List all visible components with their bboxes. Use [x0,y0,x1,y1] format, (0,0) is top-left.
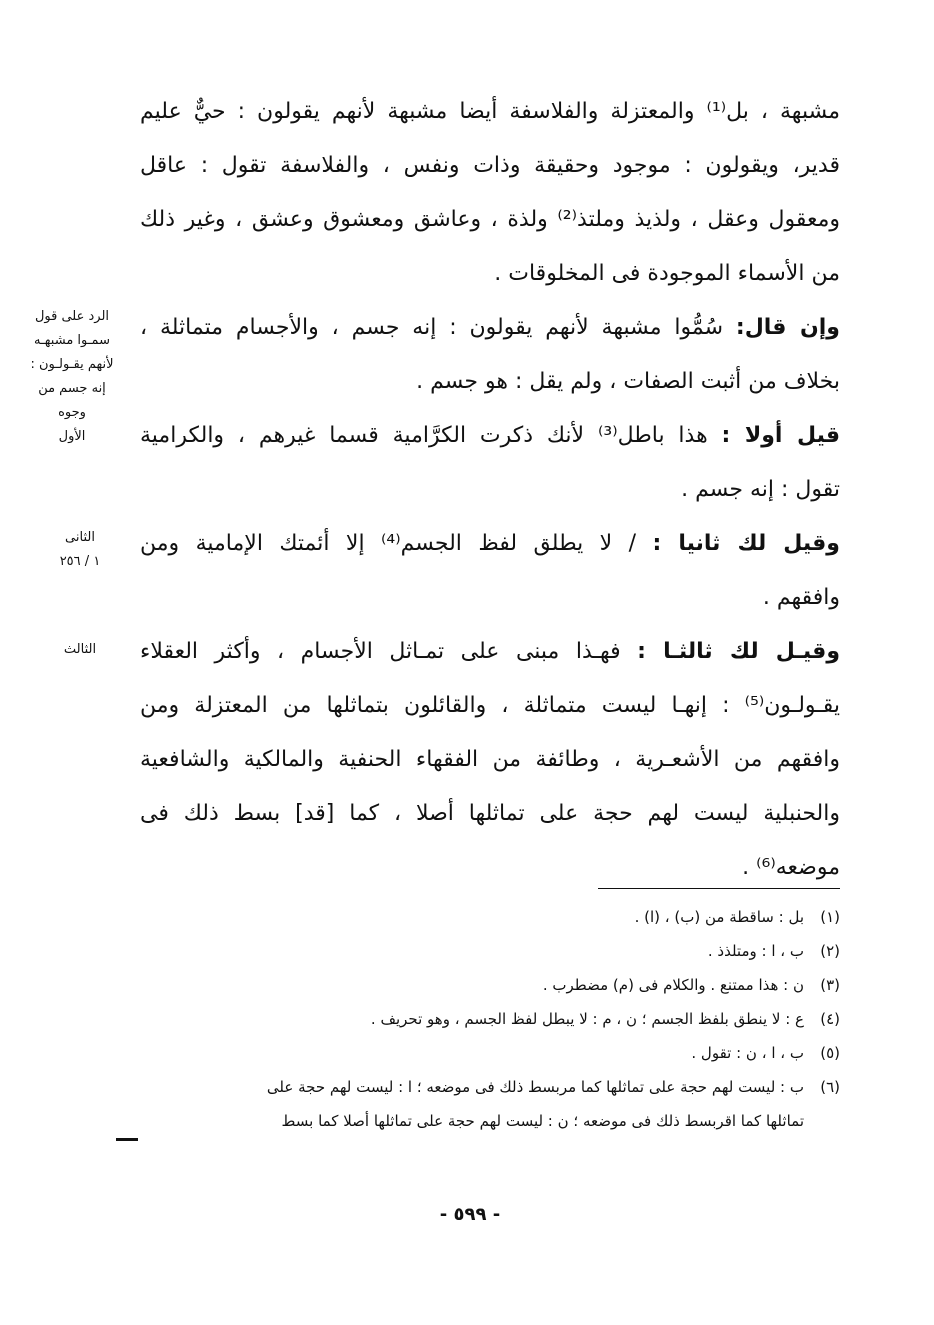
footnote-number: (٦) [820,1078,840,1096]
footnote-text: بل : ساقطة من (ب) ، (ا) . [634,908,804,926]
margin-note [18,305,126,449]
paragraph-line: يقـولـون⁽⁵⁾ : إنهـا ليست متماثلة ، والقائلون بتماثلها من المعتزلة ومن [140,693,840,718]
footnote [140,1036,840,1070]
body-line: مشبهة ، بل⁽¹⁾ والمعتزلة والفلاسفة أيضا مشبهة لأنهم يقولون : حيٌّ عليم [140,99,840,124]
margin-note-line: إنه جسم من [38,381,106,396]
paragraph-lead: وقيل لك ثانيا : [652,531,840,556]
footnote-text: ع : لا ينطق بلفظ الجسم ؛ ن ، م : لا يبطل لفظ الجسم ، وهو تحريف . [370,1010,804,1028]
footnote [140,968,840,1002]
margin-note-line: الثالث [63,642,97,657]
paragraph-line [140,625,840,679]
paragraph-lead: وقيـل لك ثالثـا : [637,639,840,664]
body-line: ومعقول وعقل ، ولذيذ وملتذ⁽²⁾ ولذة ، وعاشق ومعشوق وعشق ، وغير ذلك [140,207,840,232]
margin-note [40,526,120,574]
footnote-text: ب : ليست لهم حجة على تماثلها كما مربسط ذلك فى موضعه ؛ ا : ليست لهم حجة على [266,1078,804,1096]
footnote-number: (٢) [820,942,840,960]
footnote-separator [598,888,840,889]
footnote-continuation [140,1104,840,1138]
paragraph-text: / لا يطلق لفظ الجسم⁽⁴⁾ إلا أئمتك الإمامية ومن [140,531,653,556]
body-line: قدير، ويقولون : موجود وحقيقة وذات ونفس ، والفلاسفة تقول : عاقل [140,153,840,178]
footnote-number: (٣) [820,976,840,994]
paragraph-line [140,301,840,355]
footnote-text: ن : هذا ممتنع . والكلام فى (م) مضطرب . [542,976,804,994]
footnote [140,1002,840,1036]
page-number: - ٥٩٩ - [439,1204,501,1225]
margin-note-line: لأنهم يقـولـون : [30,357,114,372]
paragraph-text: سُمُّوا مشبهة لأنهم يقولون : إنه جسم ، والأجسام متماثلة ، [140,315,736,340]
main-text [140,85,840,895]
footnote-number: (٤) [820,1010,840,1028]
paragraph-line: تقول : إنه جسم . [681,477,840,502]
margin-page-ref: ١ / ٢٥٦ [59,554,101,569]
paragraph-lead: قيل أولا : [721,423,840,448]
paragraph-line [140,409,840,463]
paragraph-text: فهـذا مبنى على تمـاثل الأجسام ، وأكثر العقلاء [140,639,638,664]
paragraph-text: هذا باطل⁽³⁾ لأنك ذكرت الكرَّامية قسما غيرهم ، والكرامية [140,423,722,448]
margin-note-line: سمـوا مشبهـه [34,333,110,348]
footnote [140,934,840,968]
footnote-number: (١) [820,908,840,926]
footnote-text: تماثلها كما اقربسط ذلك فى موضعه ؛ ن : ليست لهم حجة على تماثلها أصلا كما بسط [281,1112,804,1130]
margin-note [40,638,120,662]
paragraph-line [140,517,840,571]
margin-note-line: وجوه [58,405,86,420]
footnote-text: ب ، ا : ومتلذذ . [707,942,804,960]
paragraph-line: موضعه⁽⁶⁾ . [742,855,840,880]
footnote-number: (٥) [820,1044,840,1062]
margin-note-line: الرد على قول [34,309,110,324]
footnote-text: ب ، ا ، ن : تقول . [691,1044,804,1062]
margin-note-line: الأول [58,429,86,444]
paragraph-line: والحنبلية ليست لهم حجة على تماثلها أصلا ، كما [قد] بسط ذلك فى [140,801,840,826]
footnote [140,900,840,934]
body-line: من الأسماء الموجودة فى المخلوقات . [494,261,840,286]
paragraph-line: وافقهم . [762,585,840,610]
continuation-dash [116,1138,138,1141]
paragraph-line: بخلاف من أثبت الصفات ، ولم يقل : هو جسم . [416,369,840,394]
paragraph-lead: وإن قال: [735,315,840,340]
margin-note-line: الثانى [65,530,95,545]
footnotes [140,900,840,1138]
footnote [140,1070,840,1104]
paragraph-line: وافقهم من الأشعـرية ، وطائفة من الفقهاء الحنفية والمالكية والشافعية [140,747,840,772]
